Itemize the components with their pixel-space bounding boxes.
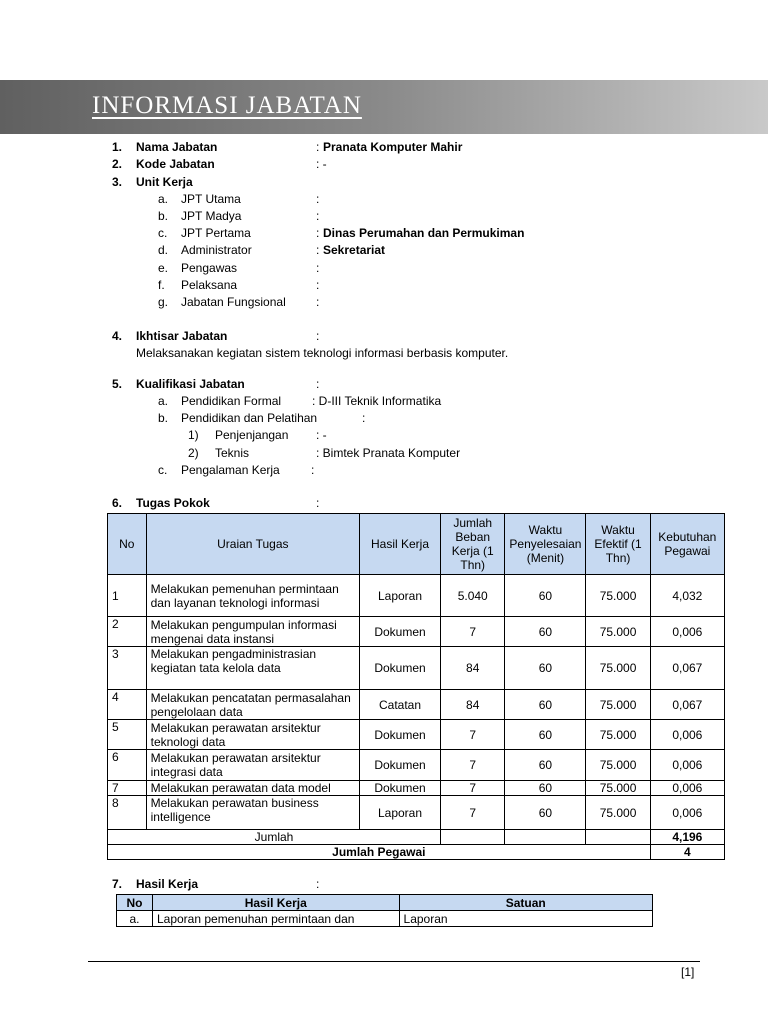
- unit-letter: c.: [158, 226, 168, 240]
- row-hasil: Dokumen: [360, 781, 441, 796]
- column-header: Hasil Kerja: [360, 514, 441, 575]
- footer-divider: [88, 961, 700, 962]
- separator: :: [316, 329, 320, 343]
- empty-cell: [441, 830, 505, 845]
- row-efektif: 75.000: [586, 750, 650, 781]
- row-kebutuhan: 0,067: [650, 690, 724, 720]
- separator: :: [316, 877, 320, 891]
- unit-letter: f.: [158, 278, 165, 292]
- table-row: [108, 720, 725, 750]
- row-waktu: 60: [505, 690, 586, 720]
- jumlah-pegawai-row: [108, 845, 725, 860]
- row-beban: 7: [441, 720, 505, 750]
- separator: :: [316, 226, 320, 240]
- separator: :: [316, 261, 320, 275]
- table-row: [108, 750, 725, 781]
- nama-jabatan-label: Nama Jabatan: [136, 140, 218, 154]
- table-row: [117, 911, 653, 927]
- jumlah-pegawai-value: 4: [650, 845, 724, 860]
- unit-label: Jabatan Fungsional: [181, 295, 286, 309]
- separator: :: [316, 496, 320, 510]
- diklat-number: 2): [188, 446, 199, 460]
- unit-label: Pengawas: [181, 261, 238, 275]
- row-no: 1: [108, 575, 147, 617]
- row-beban: 7: [441, 617, 505, 647]
- jumlah-row: [108, 830, 725, 845]
- row-kebutuhan: 0,006: [650, 781, 724, 796]
- teknis-value: : Bimtek Pranata Komputer: [316, 446, 461, 460]
- page-title: INFORMASI JABATAN: [92, 92, 362, 119]
- unit-letter: d.: [158, 243, 169, 257]
- row-hasil: Laporan: [360, 575, 441, 617]
- unit-letter: a.: [158, 192, 169, 206]
- kualifikasi-label: Kualifikasi Jabatan: [136, 377, 245, 391]
- row-no: 4: [108, 690, 147, 720]
- separator: :: [316, 243, 320, 257]
- row-waktu: 60: [505, 720, 586, 750]
- row-waktu: 60: [505, 575, 586, 617]
- row-no: 6: [108, 750, 147, 781]
- column-header: Uraian Tugas: [146, 514, 359, 575]
- row-beban: 84: [441, 690, 505, 720]
- diklat-label: Pendidikan dan Pelatihan: [181, 411, 318, 425]
- separator: :: [316, 192, 320, 206]
- empty-cell: [586, 830, 650, 845]
- row-efektif: 75.000: [586, 647, 650, 690]
- column-header: Jumlah Beban Kerja (1 Thn): [441, 514, 505, 575]
- unit-letter: e.: [158, 261, 169, 275]
- kualifikasi-letter: c.: [158, 463, 168, 477]
- row-efektif: 75.000: [586, 575, 650, 617]
- column-header: Kebutuhan Pegawai: [650, 514, 724, 575]
- penjenjangan-label: Penjenjangan: [215, 428, 289, 442]
- unit-label: JPT Madya: [181, 209, 242, 223]
- row-uraian: Melakukan pengadministrasian kegiatan tata kelola data: [146, 647, 359, 690]
- row-kebutuhan: 0,006: [650, 796, 724, 830]
- separator: :: [316, 377, 320, 391]
- item-number: 5.: [112, 377, 123, 391]
- row-satuan: Laporan: [399, 911, 652, 927]
- row-efektif: 75.000: [586, 781, 650, 796]
- row-hasil: Dokumen: [360, 647, 441, 690]
- kualifikasi-letter: a.: [158, 394, 169, 408]
- row-beban: 5.040: [441, 575, 505, 617]
- row-waktu: 60: [505, 617, 586, 647]
- unit-kerja-label: Unit Kerja: [136, 175, 193, 189]
- table-row: [108, 796, 725, 830]
- row-efektif: 75.000: [586, 796, 650, 830]
- column-header: No: [108, 514, 147, 575]
- tugas-pokok-table: [107, 513, 725, 860]
- tugas-pokok-label: Tugas Pokok: [136, 496, 210, 510]
- ikhtisar-label: Ikhtisar Jabatan: [136, 329, 228, 343]
- separator: :: [316, 295, 320, 309]
- item-number: 7.: [112, 877, 123, 891]
- row-no: 7: [108, 781, 147, 796]
- column-header: Hasil Kerja: [152, 895, 399, 911]
- table-row: [108, 575, 725, 617]
- row-hasil: Laporan: [360, 796, 441, 830]
- unit-letter: g.: [158, 295, 169, 309]
- kode-jabatan-label: Kode Jabatan: [136, 157, 215, 171]
- pengalaman-label: Pengalaman Kerja: [181, 463, 280, 477]
- row-uraian: Melakukan pengumpulan informasi mengenai data instansi: [146, 617, 359, 647]
- separator: :: [362, 411, 366, 425]
- row-kebutuhan: 0,067: [650, 647, 724, 690]
- row-no: 2: [108, 617, 147, 647]
- row-uraian: Melakukan perawatan data model: [146, 781, 359, 796]
- hasil-kerja-label: Hasil Kerja: [136, 877, 199, 891]
- separator: :: [316, 278, 320, 292]
- hasil-kerja-table: [116, 894, 653, 927]
- row-hasil: Laporan pemenuhan permintaan dan: [152, 911, 399, 927]
- row-waktu: 60: [505, 781, 586, 796]
- pendidikan-formal-label: Pendidikan Formal: [181, 394, 282, 408]
- item-number: 4.: [112, 329, 123, 343]
- item-number: 1.: [112, 140, 123, 154]
- column-header: No: [117, 895, 153, 911]
- kualifikasi-letter: b.: [158, 411, 169, 425]
- unit-label: Pelaksana: [181, 278, 238, 292]
- row-no: 8: [108, 796, 147, 830]
- row-efektif: 75.000: [586, 690, 650, 720]
- row-no: a.: [117, 911, 153, 927]
- separator: :: [316, 140, 320, 154]
- diklat-number: 1): [188, 428, 199, 442]
- row-beban: 7: [441, 796, 505, 830]
- row-uraian: Melakukan perawatan business intelligence: [146, 796, 359, 830]
- pendidikan-formal-value: : D-III Teknik Informatika: [312, 394, 442, 408]
- penjenjangan-value: : -: [316, 428, 327, 442]
- row-beban: 7: [441, 781, 505, 796]
- unit-letter: b.: [158, 209, 169, 223]
- column-header: Waktu Penyelesaian (Menit): [505, 514, 586, 575]
- separator: :: [311, 463, 315, 477]
- row-beban: 84: [441, 647, 505, 690]
- jumlah-label: Jumlah: [108, 830, 441, 845]
- page-number: [1]: [681, 965, 695, 979]
- column-header: Waktu Efektif (1 Thn): [586, 514, 650, 575]
- unit-label: Administrator: [181, 243, 252, 257]
- row-efektif: 75.000: [586, 617, 650, 647]
- table-header-row: [117, 895, 653, 911]
- row-hasil: Dokumen: [360, 617, 441, 647]
- teknis-label: Teknis: [215, 446, 250, 460]
- row-kebutuhan: 4,032: [650, 575, 724, 617]
- row-kebutuhan: 0,006: [650, 617, 724, 647]
- kode-jabatan-value: : -: [316, 157, 327, 171]
- row-no: 5: [108, 720, 147, 750]
- table-row: [108, 617, 725, 647]
- row-kebutuhan: 0,006: [650, 750, 724, 781]
- ikhtisar-text: Melaksanakan kegiatan sistem teknologi informasi berbasis komputer.: [136, 346, 509, 360]
- row-kebutuhan: 0,006: [650, 720, 724, 750]
- row-uraian: Melakukan pemenuhan permintaan dan layanan teknologi informasi: [146, 575, 359, 617]
- row-uraian: Melakukan pencatatan permasalahan pengelolaan data: [146, 690, 359, 720]
- row-efektif: 75.000: [586, 720, 650, 750]
- row-uraian: Melakukan perawatan arsitektur teknologi data: [146, 720, 359, 750]
- row-waktu: 60: [505, 647, 586, 690]
- unit-label: JPT Pertama: [181, 226, 251, 240]
- item-number: 2.: [112, 157, 123, 171]
- row-uraian: Melakukan perawatan arsitektur integrasi data: [146, 750, 359, 781]
- row-beban: 7: [441, 750, 505, 781]
- unit-value: Sekretariat: [323, 243, 386, 257]
- table-row: [108, 647, 725, 690]
- table-row: [108, 690, 725, 720]
- row-no: 3: [108, 647, 147, 690]
- separator: :: [316, 209, 320, 223]
- row-waktu: 60: [505, 796, 586, 830]
- row-hasil: Dokumen: [360, 750, 441, 781]
- item-number: 3.: [112, 175, 123, 189]
- row-hasil: Catatan: [360, 690, 441, 720]
- unit-value: Dinas Perumahan dan Permukiman: [323, 226, 525, 240]
- row-waktu: 60: [505, 750, 586, 781]
- table-header-row: [108, 514, 725, 575]
- row-hasil: Dokumen: [360, 720, 441, 750]
- unit-label: JPT Utama: [181, 192, 241, 206]
- jumlah-value: 4,196: [650, 830, 724, 845]
- item-number: 6.: [112, 496, 123, 510]
- table-row: [108, 781, 725, 796]
- column-header: Satuan: [399, 895, 652, 911]
- empty-cell: [505, 830, 586, 845]
- jumlah-pegawai-label: Jumlah Pegawai: [108, 845, 651, 860]
- nama-jabatan-value: Pranata Komputer Mahir: [323, 140, 463, 154]
